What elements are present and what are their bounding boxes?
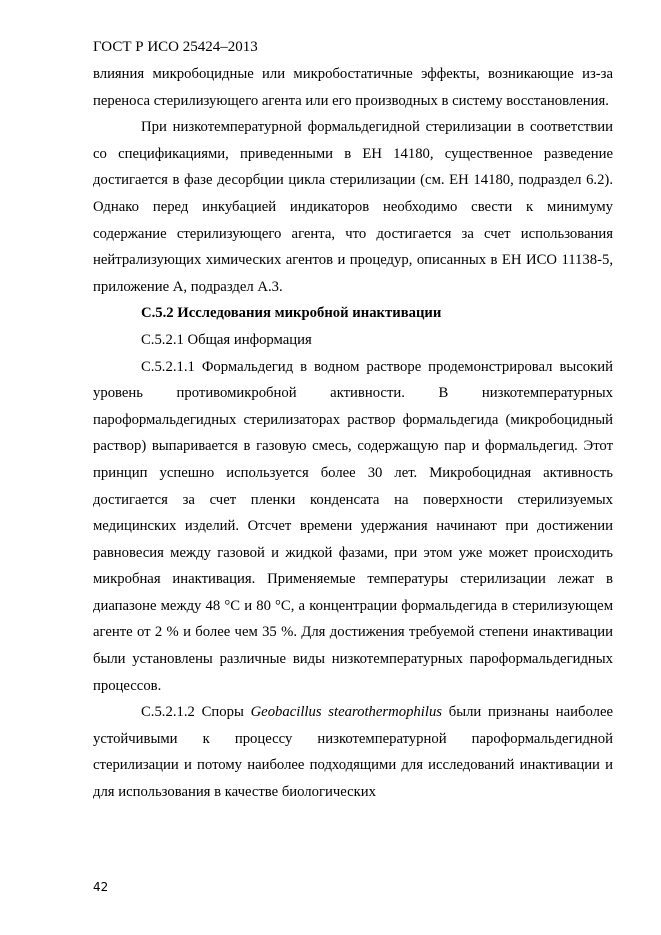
species-name: Geobacillus stearothermophilus — [250, 704, 442, 721]
section-heading: С.5.2 Исследования микробной инактивации — [141, 305, 442, 322]
paragraph-c5212 — [93, 699, 613, 805]
page-number: 42 — [93, 880, 109, 894]
page-header: ГОСТ Р ИСО 25424–2013 — [93, 39, 258, 55]
subsection-heading: С.5.2.1 Общая информация — [141, 331, 312, 348]
paragraph-continuation: влияния микробоцидные или микробостатичные эффекты, возникающие из-за переноса стерилизующего агента или его производных в систему восстановления. — [93, 66, 613, 109]
page-body — [93, 61, 613, 806]
paragraph-c5211: С.5.2.1.1 Формальдегид в водном растворе продемонстрировал высокий уровень противомикробной активности. В низкотемпературных пароформальдегидных стерилизаторах раствор формальдегида (микробоцидный раствор) выпаривается в газовую смесь, содержащую пар и формальдегид. Этот принцип успешно используется более 30 лет. Микробоцидная активность достигается за счет пленки конденсата на поверхности стерилизуемых медицинских изделий. Отсчет времени удержания начинают при достижении равновесия между газовой и жидкой фазами, при этом уже может происходить микробная инактивация. Применяемые температуры стерилизации лежат в диапазоне между 48 °С и 80 °С, а концентрации формальдегида в стерилизующем агенте от 2 % и более чем 35 %. Для достижения требуемой степени инактивации были установлены различные виды низкотемпературных пароформальдегидных процессов. — [93, 358, 613, 694]
paragraph-c5212-start: С.5.2.1.2 Споры — [141, 704, 251, 721]
paragraph-formaldehyde-sterilization: При низкотемпературной формальдегидной стерилизации в соответствии со спецификациями, приведенными в ЕН 14180, существенное разведение достигается в фазе десорбции цикла стерилизации (см. ЕН 14180, подраздел 6.2). Однако перед инкубацией индикаторов необходимо свести к минимуму содержание стерилизующего агента, что достигается за счет использования нейтрализующих химических агентов и процедур, описанных в ЕН ИСО 11138-5, приложение А, подраздел А.3. — [93, 119, 613, 295]
paragraph-c5212-end: были признаны наиболее устойчивыми к процессу низкотемпературной пароформальдегидной стерилизации и потому наиболее подходящими для исследований инактивации и для использования в качестве биологических — [93, 704, 613, 801]
